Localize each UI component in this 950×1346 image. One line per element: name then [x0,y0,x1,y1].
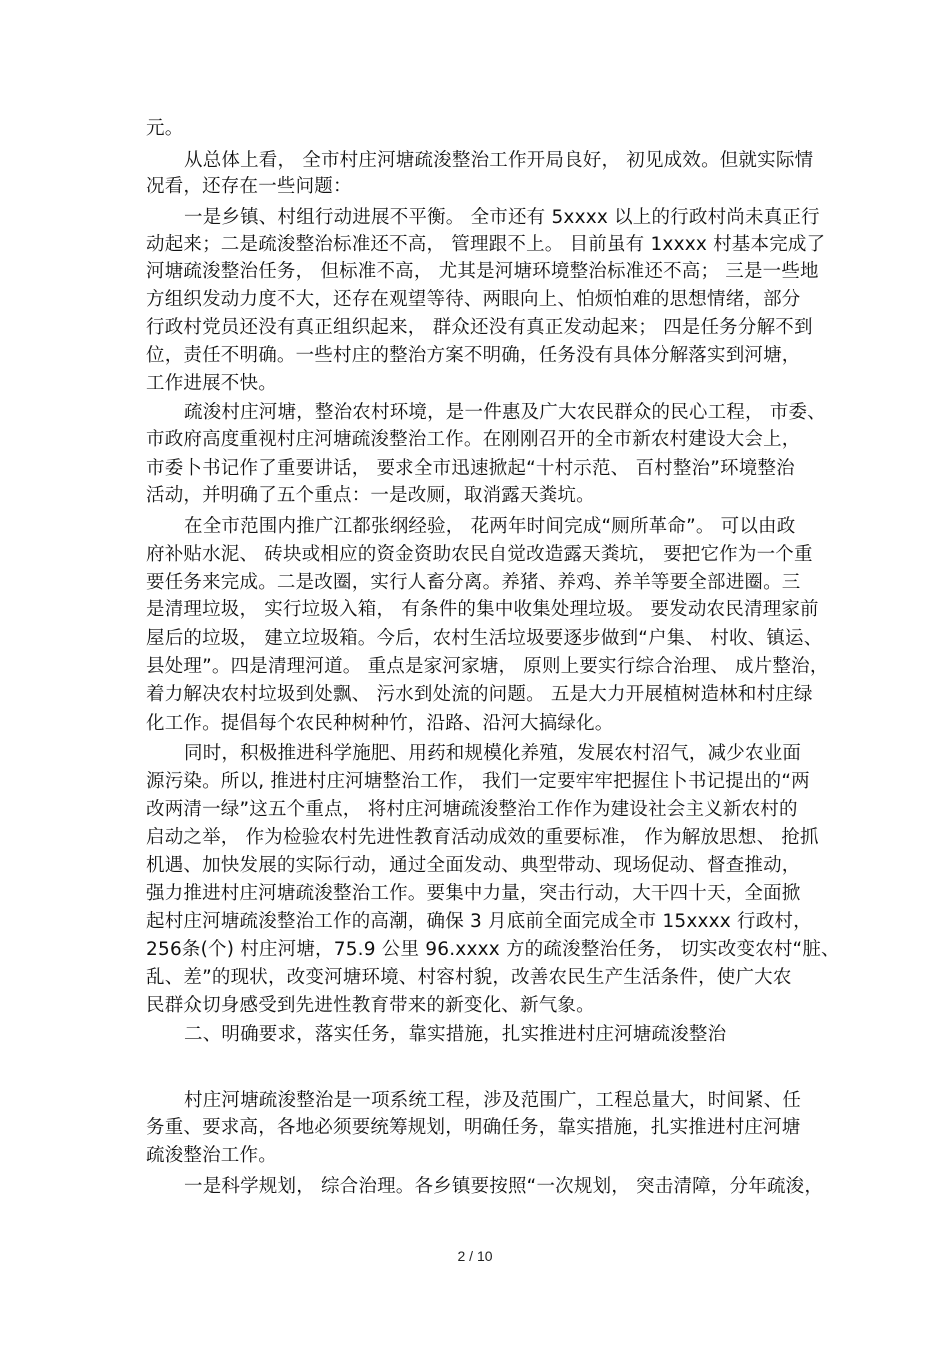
text-line: 活动，并明确了五个重点：一是改厕，取消露天粪坑。 [146,485,595,506]
text-line: 疏浚村庄河塘，整治农村环境，是一件惠及广大农民群众的民心工程， 市委、 [184,402,826,423]
text-line: 一是科学规划， 综合治理。各乡镇要按照“一次规划， 突击清障，分年疏浚， [184,1176,824,1197]
text-line: 市委卜书记作了重要讲话， 要求全市迅速掀起“十村示范、 百村整治”环境整治 [146,458,795,479]
section-heading: 二、明确要求，落实任务，靠实措施，扎实推进村庄河塘疏浚整治 [184,1024,727,1045]
text-line: 屋后的垃圾， 建立垃圾箱。今后，农村生活垃圾要逐步做到“户集、 村收、镇运、 [146,628,823,649]
page-number: 2 / 10 [457,1248,493,1264]
text-line: 况看，还存在一些问题： [146,176,352,197]
text-line: 化工作。提倡每个农民种树种竹，沿路、沿河大搞绿化。 [146,713,614,734]
text-line: 位，责任不明确。一些村庄的整治方案不明确，任务没有具体分解落实到河塘， [146,345,801,366]
text-line: 同时，积极推进科学施肥、用药和规模化养殖，发展农村沼气，减少农业面 [184,743,802,764]
text-line: 河塘疏浚整治任务， 但标准不高， 尤其是河塘环境整治标准还不高； 三是一些地 [146,261,819,282]
text-line: 行政村党员还没有真正组织起来， 群众还没有真正发动起来； 四是任务分解不到 [146,317,813,338]
text-line: 启动之举， 作为检验农村先进性教育活动成效的重要标准， 作为解放思想、 抢抓 [146,827,819,848]
text-line: 乱、差”的现状，改变河塘环境、村容村貌，改善农民生产生活条件，使广大农 [146,967,792,988]
text-line: 改两清一绿”这五个重点， 将村庄河塘疏浚整治工作作为建设社会主义新农村的 [146,799,798,820]
text-line: 从总体上看， 全市村庄河塘疏浚整治工作开局良好， 初见成效。但就实际情 [184,150,814,171]
text-line: 市政府高度重视村庄河塘疏浚整治工作。在刚刚召开的全市新农村建设大会上， [146,429,801,450]
text-line: 着力解决农村垃圾到处飘、 污水到处流的问题。 五是大力开展植树造林和村庄绿 [146,684,813,705]
text-line: 村庄河塘疏浚整治是一项系统工程，涉及范围广，工程总量大，时间紧、任 [184,1090,802,1111]
text-line: 256条(个) 村庄河塘，75.9 公里 96.xxxx 方的疏浚整治任务， 切实改变农村“脏、 [146,939,840,960]
text-line: 强力推进村庄河塘疏浚整治工作。要集中力量，突击行动，大干四十天，全面掀 [146,883,801,904]
text-line: 源污染。所以, 推进村庄河塘整治工作， 我们一定要牢牢把握住卜书记提出的“两 [146,771,810,792]
text-line: 民群众切身感受到先进性教育带来的新变化、新气象。 [146,995,595,1016]
text-line: 要任务来完成。二是改圈，实行人畜分离。养猪、养鸡、养羊等要全部进圈。三 [146,572,801,593]
text-line: 是清理垃圾， 实行垃圾入箱， 有条件的集中收集处理垃圾。 要发动农民清理家前 [146,599,819,620]
text-line: 工作进展不快。 [146,373,277,394]
text-line: 疏浚整治工作。 [146,1145,277,1166]
text-line: 县处理”。四是清理河道。 重点是家河家塘， 原则上要实行综合治理、 成片整治， [146,656,829,677]
text-line: 府补贴水泥、 砖块或相应的资金资助农民自觉改造露天粪坑， 要把它作为一个重 [146,544,813,565]
text-line: 方组织发动力度不大，还存在观望等待、两眼向上、怕烦怕难的思想情绪，部分 [146,289,801,310]
text-line: 在全市范围内推广江都张纲经验， 花两年时间完成“厕所革命”。 可以由政 [184,516,796,537]
text-line: 务重、要求高，各地必须要统筹规划，明确任务，靠实措施，扎实推进村庄河塘 [146,1117,801,1138]
text-line: 起村庄河塘疏浚整治工作的高潮，确保 3 月底前全面完成全市 15xxxx 行政村， [146,911,812,932]
text-line: 一是乡镇、村组行动进展不平衡。 全市还有 5xxxx 以上的行政村尚未真正行 [184,207,820,228]
text-line: 动起来；二是疏浚整治标准还不高， 管理跟不上。 目前虽有 1xxxx 村基本完成了 [146,234,826,255]
text-line: 元。 [146,118,184,139]
text-line: 机遇、加快发展的实际行动，通过全面发动、典型带动、现场促动、督查推动， [146,855,801,876]
